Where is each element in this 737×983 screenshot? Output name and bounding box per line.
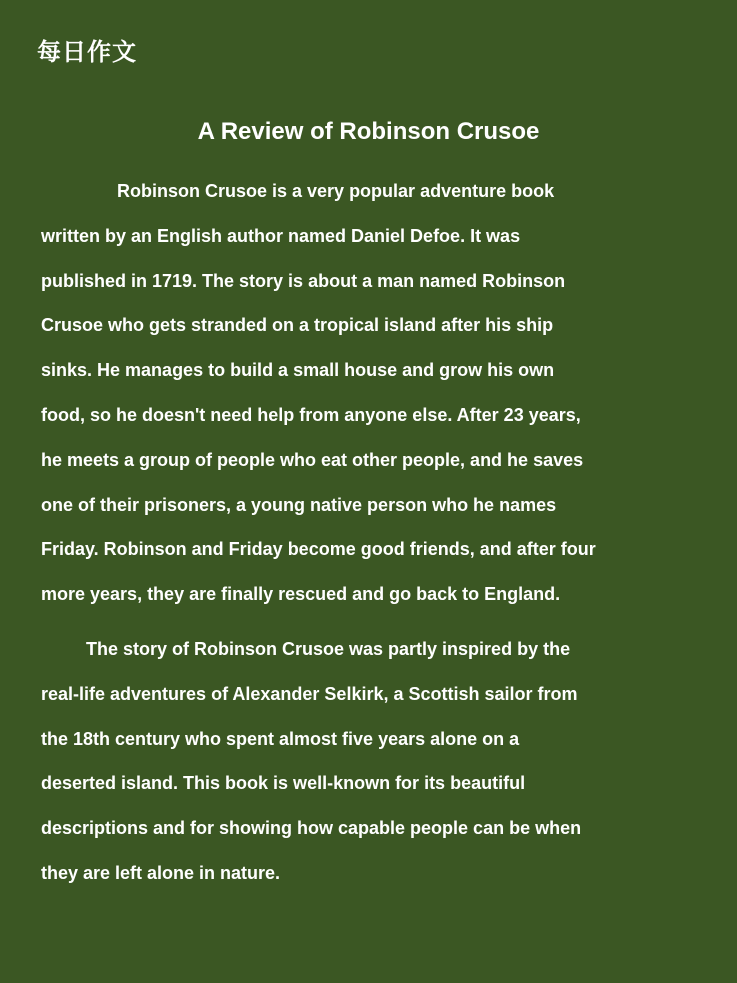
paragraph-line: more years, they are finally rescued and go back to England. bbox=[41, 584, 561, 605]
paragraph-line: he meets a group of people who eat other people, and he saves bbox=[41, 449, 584, 470]
paragraph-line: The story of Robinson Crusoe was partly inspired by the bbox=[86, 638, 571, 659]
paragraph-line: Crusoe who gets stranded on a tropical island after his ship bbox=[41, 315, 554, 336]
article-paragraph-2 bbox=[41, 627, 701, 896]
paragraph-line: Robinson Crusoe is a very popular adventure book bbox=[117, 181, 555, 201]
paragraph-line: one of their prisoners, a young native person who he names bbox=[41, 494, 557, 515]
article-paragraph-1 bbox=[41, 169, 701, 617]
paragraph-line: deserted island. This book is well-known for its beautiful bbox=[41, 773, 526, 794]
paragraph-line: real-life adventures of Alexander Selkirk, a Scottish sailor from bbox=[41, 683, 578, 704]
paragraph-line: sinks. He manages to build a small house and grow his own bbox=[41, 360, 555, 381]
paragraph-line: they are left alone in nature. bbox=[41, 862, 281, 883]
paragraph-line: written by an English author named Daniel Defoe. It was bbox=[41, 225, 521, 246]
paragraph-line: Friday. Robinson and Friday become good friends, and after four bbox=[41, 539, 596, 560]
article-title: A Review of Robinson Crusoe bbox=[197, 118, 540, 145]
paragraph-line: published in 1719. The story is about a man named Robinson bbox=[41, 270, 566, 291]
paragraph-line: descriptions and for showing how capable people can be when bbox=[41, 818, 582, 839]
page-header-label: 每日作文 bbox=[37, 37, 137, 66]
paragraph-line: the 18th century who spent almost five years alone on a bbox=[41, 728, 520, 749]
paragraph-line: food, so he doesn't need help from anyone else. After 23 years, bbox=[41, 404, 581, 425]
article-body bbox=[41, 169, 701, 896]
